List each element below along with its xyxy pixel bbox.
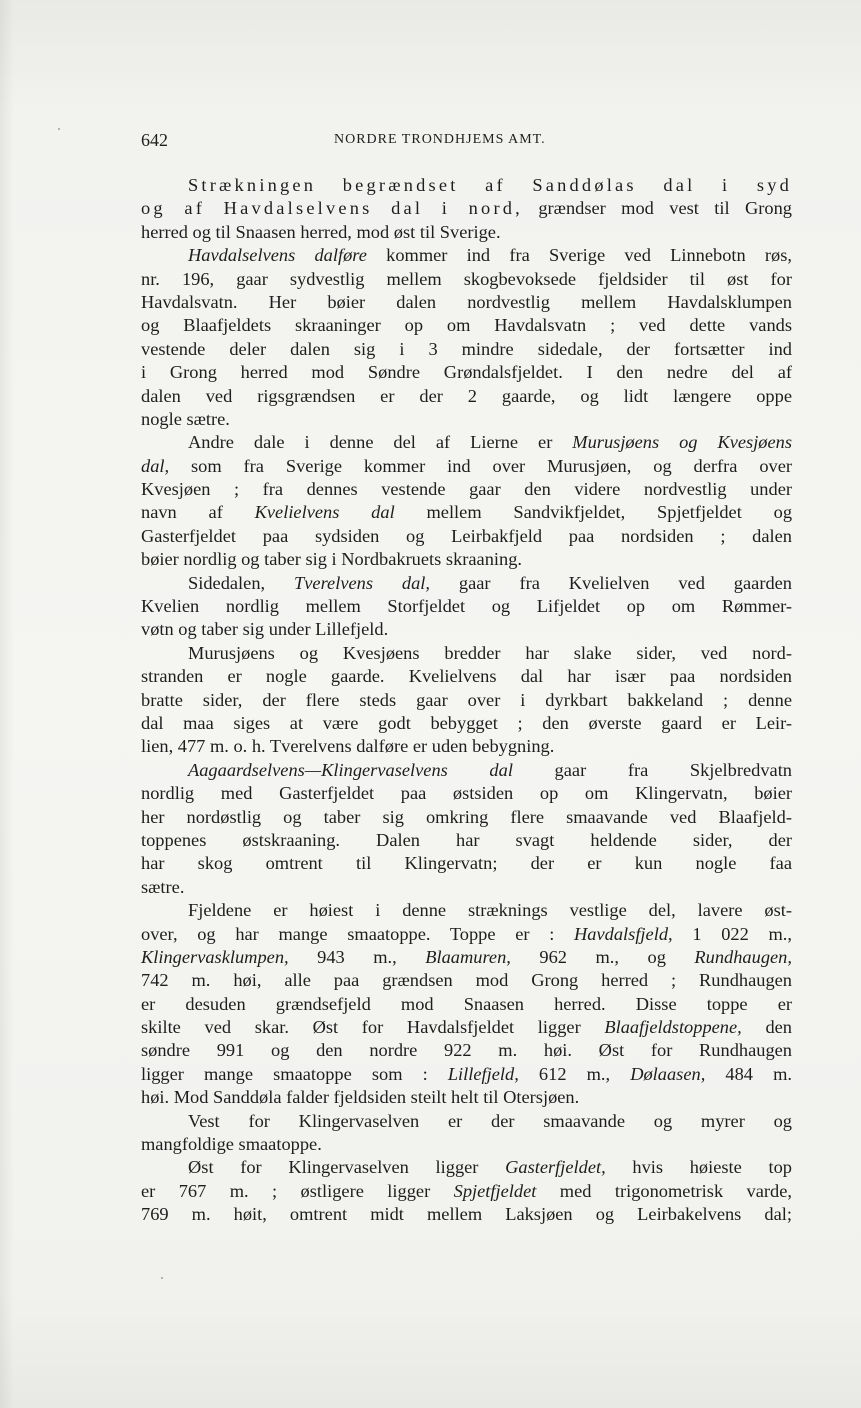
text-segment: her nordøstlig og taber sig omkring flere smaavande ved Blaafjeld- — [141, 806, 792, 827]
text-segment: høi. Mod Sanddøla falder fjeldsiden steilt helt til Otersjøen. — [141, 1087, 580, 1108]
header-title: NORDRE TRONDHJEMS AMT. — [334, 132, 546, 147]
text-line — [141, 314, 792, 337]
text-line — [141, 806, 792, 829]
text-segment: Vest for Klingervaselven er der smaavande og myrer og — [188, 1110, 792, 1131]
text-line — [141, 735, 792, 758]
text-segment: skilte ved skar. Øst for Havdalsfjeldet ligger — [141, 1017, 605, 1038]
text-segment: hvis høieste top — [605, 1157, 793, 1178]
text-line — [141, 221, 792, 244]
italic-term: Havdalsfjeld, — [574, 923, 673, 944]
text-segment: Kvelien nordlig mellem Storfjeldet og Lifjeldet op om Rømmer- — [141, 596, 792, 617]
text-segment: er 767 m. ; østligere ligger — [141, 1180, 454, 1201]
italic-term: Blaamuren, — [425, 946, 511, 967]
text-line — [141, 665, 792, 688]
text-segment: 484 m. — [705, 1063, 792, 1084]
text-segment: dal maa siges at være godt bebygget ; den øverste gaard er Leir- — [141, 712, 792, 733]
text-line — [141, 197, 792, 220]
italic-term: Murusjøens og Kvesjøens — [572, 432, 793, 453]
text-line — [141, 946, 792, 969]
text-segment: 769 m. høit, omtrent midt mellem Laksjøen og Leirbakelvens dal; — [141, 1204, 792, 1225]
text-segment: mangfoldige smaatoppe. — [141, 1134, 322, 1155]
text-line — [141, 338, 792, 361]
text-line — [141, 431, 792, 454]
text-segment: bøier nordlig og taber sig i Nordbakruets skraaning. — [141, 549, 523, 570]
text-line — [141, 1063, 792, 1086]
text-segment: søndre 991 og den nordre 922 m. høi. Øst for Rundhaugen — [141, 1040, 792, 1061]
text-line — [141, 852, 792, 875]
text-line — [141, 408, 792, 431]
text-line — [141, 1133, 792, 1156]
text-segment: stranden er nogle gaarde. Kvelielvens dal har især paa nordsiden — [141, 666, 792, 687]
italic-term: Lillefjeld, — [447, 1063, 519, 1084]
text-segment: bratte sider, der flere steds gaar over i dyrkbart bakkeland ; denne — [141, 689, 792, 710]
text-segment: som fra Sverige kommer ind over Murusjøen, og derfra over — [169, 455, 792, 476]
text-segment: vøtn og taber sig under Lillefjeld. — [141, 619, 389, 640]
text-segment: gaar fra Skjelbredvatn — [512, 759, 793, 780]
text-line — [141, 899, 792, 922]
page-number: 642 — [141, 130, 168, 150]
text-segment: Murusjøens og Kvesjøens bredder har slake sider, ved nord- — [188, 642, 792, 663]
text-line — [141, 829, 792, 852]
text-segment: nr. 196, gaar sydvestlig mellem skogbevoksede fjeldsider til øst for — [141, 268, 792, 289]
text-line — [141, 385, 792, 408]
text-segment: 943 m., — [288, 946, 426, 967]
text-segment: Sidedalen, — [188, 572, 295, 593]
text-line — [141, 712, 792, 735]
text-segment: Fjeldene er høiest i denne stræknings vestlige del, lavere øst- — [188, 900, 792, 921]
text-segment: navn af — [141, 502, 255, 523]
text-line — [141, 1156, 792, 1179]
text-segment: Øst for Klingervaselven ligger — [188, 1157, 506, 1178]
text-segment: nordlig med Gasterfjeldet paa østsiden op om Klingervatn, bøier — [141, 783, 792, 804]
running-head — [141, 130, 791, 154]
text-segment: Havdalsvatn. Her bøier dalen nordvestlig mellem Havdalsklumpen — [141, 291, 792, 312]
text-line — [141, 1203, 792, 1226]
paper-speck — [161, 1277, 163, 1279]
text-line — [141, 1180, 792, 1203]
text-segment: sætre. — [141, 876, 185, 897]
text-segment: herred og til Snaasen herred, mod øst til Sverige. — [141, 221, 501, 242]
italic-term: Spjetfjeldet — [453, 1180, 537, 1201]
text-line — [141, 993, 792, 1016]
text-line — [141, 595, 792, 618]
text-segment: dalen ved rigsgrændsen er der 2 gaarde, og lidt længere oppe — [141, 385, 792, 406]
paper-speck — [58, 128, 60, 130]
italic-term: Rundhaugen, — [694, 946, 792, 967]
text-line — [141, 525, 792, 548]
text-segment: mellem Sandvikfjeldet, Spjetfjeldet og — [394, 502, 793, 523]
text-line — [141, 782, 792, 805]
text-line — [141, 291, 792, 314]
text-line — [141, 759, 792, 782]
text-segment: Andre dale i denne del af Lierne er — [188, 432, 573, 453]
italic-term: dal, — [141, 455, 170, 476]
italic-term: Tverelvens dal, — [294, 572, 431, 593]
text-line — [141, 478, 792, 501]
text-line — [141, 876, 792, 899]
text-segment: grændser mod vest til Grong — [522, 198, 792, 219]
text-segment: lien, 477 m. o. h. Tverelvens dalføre er uden bebygning. — [141, 736, 555, 757]
italic-term: Havdalselvens dalføre — [188, 245, 367, 266]
text-segment: er desuden grændsefjeld mod Snaasen herred. Disse toppe er — [141, 993, 792, 1014]
spaced-text: Strækningen begrændset af Sanddølas dal i syd — [188, 175, 792, 195]
text-line — [141, 548, 792, 571]
text-segment: Kvesjøen ; fra dennes vestende gaar den videre nordvestlig under — [141, 479, 792, 500]
body-text — [141, 174, 792, 1227]
italic-term: Blaafjeldstoppene, — [604, 1017, 742, 1038]
text-line — [141, 244, 792, 267]
italic-term: Aagaardselvens—Klingervaselvens dal — [188, 759, 513, 780]
text-segment: 1 022 m., — [672, 923, 793, 944]
text-line — [141, 268, 792, 291]
text-line — [141, 923, 792, 946]
text-segment: i Grong herred mod Søndre Grøndalsfjeldet. I den nedre del af — [141, 362, 792, 383]
text-line — [141, 1110, 792, 1133]
text-segment: 742 m. høi, alle paa grændsen mod Grong herred ; Rundhaugen — [141, 970, 792, 991]
text-line — [141, 572, 792, 595]
text-line — [141, 361, 792, 384]
page-edge-shadow — [0, 0, 14, 1408]
text-line — [141, 689, 792, 712]
text-segment: 962 m., og — [510, 946, 695, 967]
text-segment: med trigonometrisk varde, — [536, 1180, 792, 1201]
text-line — [141, 1016, 792, 1039]
italic-term: Kvelielvens dal — [254, 502, 395, 523]
text-segment: toppenes østskraaning. Dalen har svagt heldende sider, der — [141, 829, 792, 850]
text-segment: kommer ind fra Sverige ved Linnebotn røs, — [366, 245, 792, 266]
text-segment: 612 m., — [518, 1063, 631, 1084]
italic-term: Dølaasen, — [630, 1063, 706, 1084]
text-segment: har skog omtrent til Klingervatn; der er kun nogle faa — [141, 853, 792, 874]
text-line — [141, 455, 792, 478]
text-segment: vestende deler dalen sig i 3 mindre sidedale, der fortsætter ind — [141, 338, 792, 359]
text-segment: Gasterfjeldet paa sydsiden og Leirbakfjeld paa nordsiden ; dalen — [141, 525, 792, 546]
text-segment: gaar fra Kvelielven ved gaarden — [430, 572, 793, 593]
text-line — [141, 1039, 792, 1062]
text-line — [141, 174, 792, 197]
text-segment: ligger mange smaatoppe som : — [141, 1063, 448, 1084]
text-line — [141, 642, 792, 665]
italic-term: Gasterfjeldet, — [505, 1157, 606, 1178]
text-segment: den — [741, 1017, 792, 1038]
spaced-text: og af Havdalselvens dal i nord, — [141, 198, 523, 219]
text-segment: over, og har mange smaatoppe. Toppe er : — [141, 923, 575, 944]
text-segment: og Blaafjeldets skraaninger op om Havdalsvatn ; ved dette vands — [141, 315, 792, 336]
text-line — [141, 618, 792, 641]
italic-term: Klingervasklumpen, — [141, 946, 289, 967]
text-segment: nogle sætre. — [141, 408, 230, 429]
text-line — [141, 1086, 792, 1109]
text-line — [141, 501, 792, 524]
text-line — [141, 969, 792, 992]
